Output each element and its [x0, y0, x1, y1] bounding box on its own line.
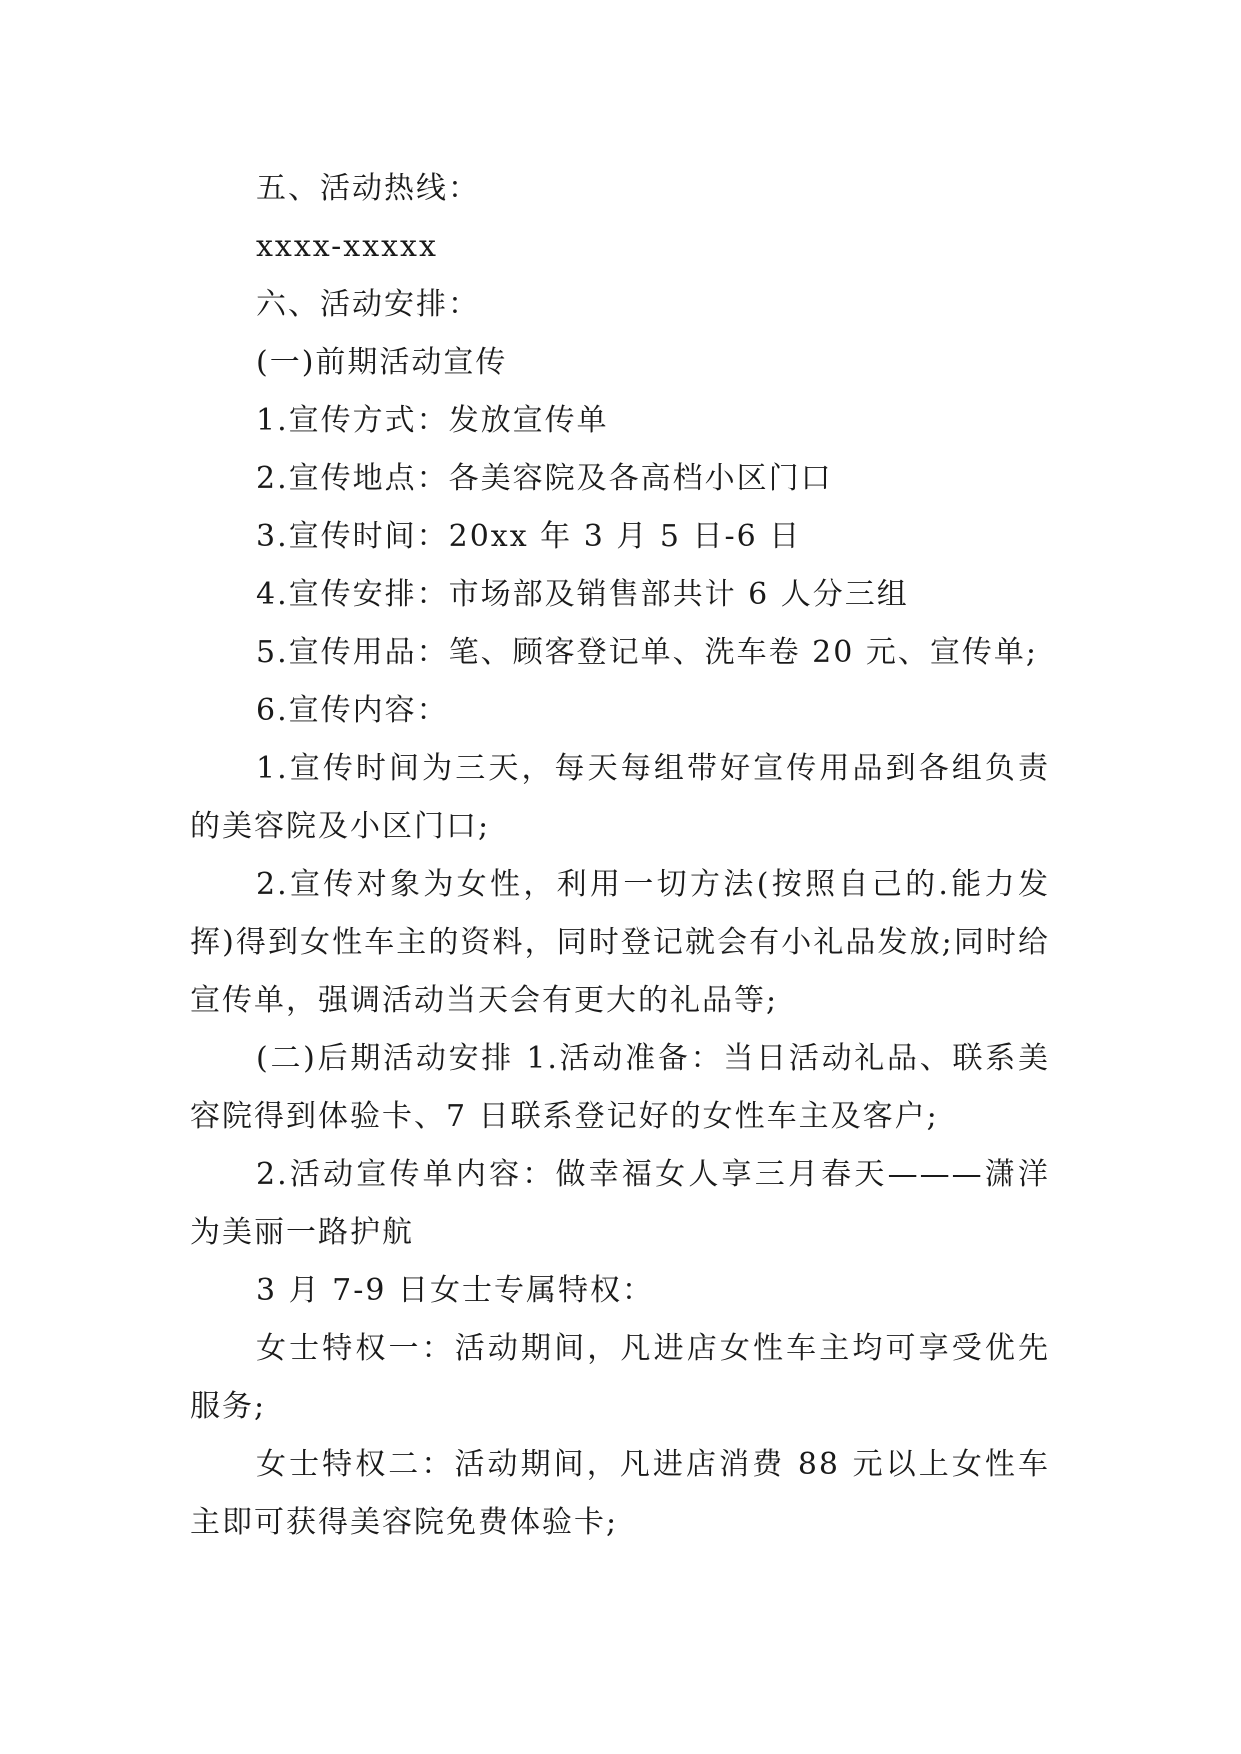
body-paragraph: 女士特权二：活动期间，凡进店消费 88 元以上女性车主即可获得美容院免费体验卡; — [190, 1447, 1050, 1540]
body-paragraph: 2.宣传对象为女性，利用一切方法(按照自己的.能力发挥)得到女性车主的资料，同时登记就会有小礼品发放;同时给宣传单，强调活动当天会有更大的礼品等; — [190, 867, 1050, 1018]
list-item: 3.宣传时间：20xx 年 3 月 5 日-6 日 — [256, 519, 802, 554]
document-body — [190, 160, 1050, 1552]
section-heading-arrangement: 六、活动安排： — [256, 287, 480, 322]
section-heading-hotline: 五、活动热线： — [256, 171, 480, 206]
body-paragraph: 女士特权一：活动期间，凡进店女性车主均可享受优先服务; — [190, 1331, 1050, 1424]
body-paragraph: 2.活动宣传单内容：做幸福女人享三月春天———潇洋为美丽一路护航 — [190, 1157, 1050, 1250]
list-item: 2.宣传地点：各美容院及各高档小区门口 — [256, 461, 833, 496]
list-item: 1.宣传方式：发放宣传单 — [256, 403, 609, 438]
list-item: 5.宣传用品：笔、顾客登记单、洗车卷 20 元、宣传单; — [256, 635, 1038, 670]
list-item: 4.宣传安排：市场部及销售部共计 6 人分三组 — [256, 577, 909, 612]
subsection-heading-promotion: (一)前期活动宣传 — [256, 345, 508, 380]
hotline-number: xxxx-xxxxx — [256, 229, 438, 264]
list-item: 6.宣传内容： — [256, 693, 449, 728]
body-paragraph: (二)后期活动安排 1.活动准备：当日活动礼品、联系美容院得到体验卡、7 日联系登记好的女性车主及客户; — [190, 1041, 1050, 1134]
body-paragraph: 1.宣传时间为三天，每天每组带好宣传用品到各组负责的美容院及小区门口; — [190, 751, 1050, 844]
body-paragraph: 3 月 7-9 日女士专属特权： — [256, 1273, 655, 1308]
